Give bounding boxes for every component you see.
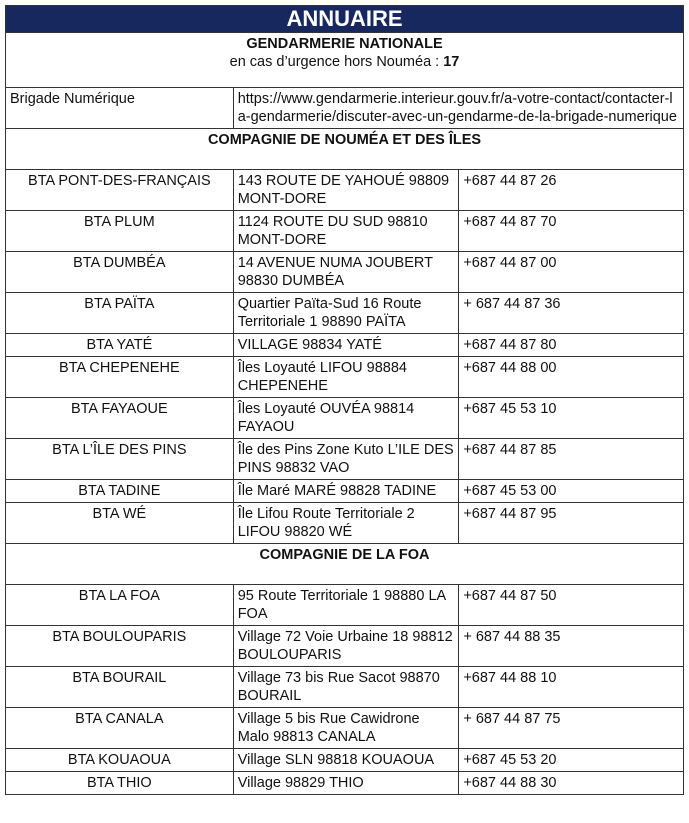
brigade-phone: +687 44 87 26 bbox=[459, 170, 684, 211]
table-row bbox=[6, 503, 684, 544]
brigade-address: 14 AVENUE NUMA JOUBERT 98830 DUMBÉA bbox=[233, 252, 459, 293]
brigade-phone: +687 44 88 30 bbox=[459, 772, 684, 795]
brigade-name: BTA LA FOA bbox=[6, 585, 234, 626]
urgency-line bbox=[10, 53, 679, 71]
table-row bbox=[6, 708, 684, 749]
header-cell bbox=[6, 33, 684, 88]
header-row bbox=[6, 33, 684, 88]
brigade-name: BTA CANALA bbox=[6, 708, 234, 749]
table-row bbox=[6, 170, 684, 211]
directory bbox=[5, 5, 684, 795]
page-title: ANNUAIRE bbox=[6, 6, 684, 33]
brigade-name: BTA PONT-DES-FRANÇAIS bbox=[6, 170, 234, 211]
table-row bbox=[6, 667, 684, 708]
brigade-address: 95 Route Territoriale 1 98880 LA FOA bbox=[233, 585, 459, 626]
brigade-numerique-row bbox=[6, 88, 684, 129]
table-row bbox=[6, 772, 684, 795]
brigade-name: BTA DUMBÉA bbox=[6, 252, 234, 293]
table-row bbox=[6, 211, 684, 252]
brigade-address: Village 5 bis Rue Cawidrone Malo 98813 CANALA bbox=[233, 708, 459, 749]
brigade-phone: +687 44 88 10 bbox=[459, 667, 684, 708]
table-row bbox=[6, 357, 684, 398]
table-row bbox=[6, 439, 684, 480]
brigade-name: BTA TADINE bbox=[6, 480, 234, 503]
brigade-phone: +687 45 53 20 bbox=[459, 749, 684, 772]
table-row bbox=[6, 585, 684, 626]
brigade-phone: + 687 44 87 36 bbox=[459, 293, 684, 334]
brigade-phone: +687 44 87 85 bbox=[459, 439, 684, 480]
table-row bbox=[6, 398, 684, 439]
brigade-address: 143 ROUTE DE YAHOUÉ 98809 MONT-DORE bbox=[233, 170, 459, 211]
brigade-phone: +687 44 87 00 bbox=[459, 252, 684, 293]
brigade-phone: + 687 44 87 75 bbox=[459, 708, 684, 749]
urgency-number: 17 bbox=[443, 54, 460, 70]
brigade-phone: +687 44 87 70 bbox=[459, 211, 684, 252]
brigade-address: Quartier Païta-Sud 16 Route Territoriale 1 98890 PAÏTA bbox=[233, 293, 459, 334]
brigade-numerique-label: Brigade Numérique bbox=[6, 88, 234, 129]
table-row bbox=[6, 293, 684, 334]
brigade-address: Îles Loyauté OUVÉA 98814 FAYAOU bbox=[233, 398, 459, 439]
brigade-address: Île Lifou Route Territoriale 2 LIFOU 98820 WÉ bbox=[233, 503, 459, 544]
brigade-address: VILLAGE 98834 YATÉ bbox=[233, 334, 459, 357]
section-header-row bbox=[6, 544, 684, 585]
brigade-name: BTA PLUM bbox=[6, 211, 234, 252]
brigade-phone: +687 44 87 80 bbox=[459, 334, 684, 357]
brigade-address: Village 72 Voie Urbaine 18 98812 BOULOUPARIS bbox=[233, 626, 459, 667]
table-row bbox=[6, 252, 684, 293]
brigade-name: BTA L’ÎLE DES PINS bbox=[6, 439, 234, 480]
brigade-phone: +687 44 88 00 bbox=[459, 357, 684, 398]
brigade-phone: +687 44 87 95 bbox=[459, 503, 684, 544]
brigade-phone: +687 45 53 10 bbox=[459, 398, 684, 439]
section-title: COMPAGNIE DE LA FOA bbox=[6, 544, 684, 585]
brigade-address: Village 73 bis Rue Sacot 98870 BOURAIL bbox=[233, 667, 459, 708]
brigade-address: 1124 ROUTE DU SUD 98810 MONT-DORE bbox=[233, 211, 459, 252]
urgency-label: en cas d’urgence hors Nouméa : bbox=[229, 54, 444, 70]
brigade-name: BTA KOUAOUA bbox=[6, 749, 234, 772]
org-name: GENDARMERIE NATIONALE bbox=[246, 36, 443, 52]
brigade-name: BTA BOULOUPARIS bbox=[6, 626, 234, 667]
brigade-address: Village 98829 THIO bbox=[233, 772, 459, 795]
brigade-name: BTA YATÉ bbox=[6, 334, 234, 357]
brigade-address: Îles Loyauté LIFOU 98884 CHEPENEHE bbox=[233, 357, 459, 398]
table-row bbox=[6, 626, 684, 667]
brigade-name: BTA BOURAIL bbox=[6, 667, 234, 708]
brigade-address: Île des Pins Zone Kuto L’ILE DES PINS 98832 VAO bbox=[233, 439, 459, 480]
table-row bbox=[6, 334, 684, 357]
table-row bbox=[6, 749, 684, 772]
brigade-phone: +687 45 53 00 bbox=[459, 480, 684, 503]
brigade-name: BTA CHEPENEHE bbox=[6, 357, 234, 398]
section-title: COMPAGNIE DE NOUMÉA ET DES ÎLES bbox=[6, 129, 684, 170]
brigade-name: BTA PAÏTA bbox=[6, 293, 234, 334]
brigade-name: BTA WÉ bbox=[6, 503, 234, 544]
brigade-phone: + 687 44 88 35 bbox=[459, 626, 684, 667]
brigade-numerique-link[interactable]: https://www.gendarmerie.interieur.gouv.fr/a-votre-contact/contacter-la-gendarmerie/discuter-avec-un-gendarme-de-la-brigade-numerique bbox=[233, 88, 683, 129]
brigade-name: BTA FAYAOUE bbox=[6, 398, 234, 439]
brigade-phone: +687 44 87 50 bbox=[459, 585, 684, 626]
title-row bbox=[6, 6, 684, 33]
brigade-name: BTA THIO bbox=[6, 772, 234, 795]
section-header-row bbox=[6, 129, 684, 170]
brigade-address: Village SLN 98818 KOUAOUA bbox=[233, 749, 459, 772]
brigade-address: Île Maré MARÉ 98828 TADINE bbox=[233, 480, 459, 503]
table-row bbox=[6, 480, 684, 503]
directory-table bbox=[5, 5, 684, 795]
